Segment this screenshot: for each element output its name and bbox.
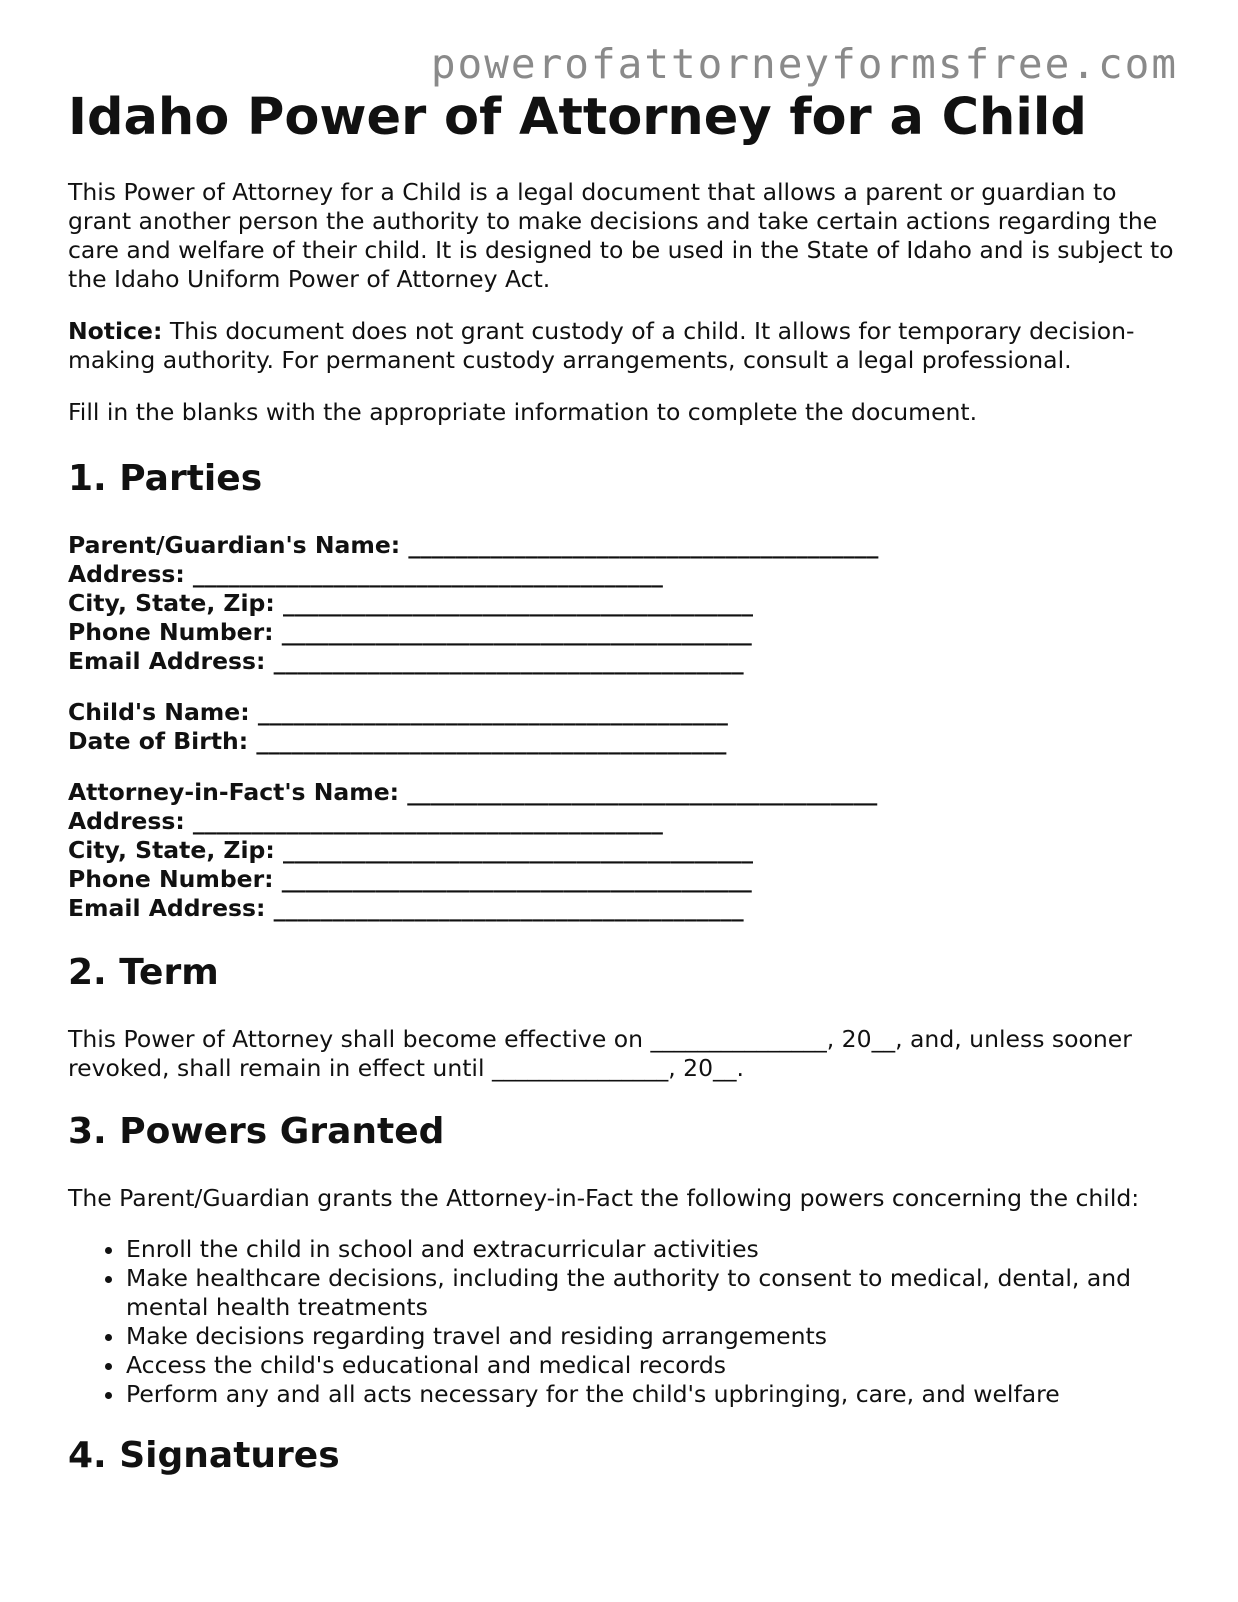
intro-paragraph: This Power of Attorney for a Child is a legal document that allows a parent or guardian to grant another person the authority to make decisions and take certain actions regarding the care and welfare of their child. It is designed to be used in the State of Idaho and is subject to the Idaho Uniform Power of Attorney Act.: [68, 178, 1174, 293]
list-item: • Enroll the child in school and extracurricular activities: [126, 1235, 1178, 1264]
field-label: Email Address:: [68, 894, 266, 922]
document-title: Idaho Power of Attorney for a Child: [68, 88, 1087, 147]
field-parent-email: [68, 647, 1178, 676]
field-attorney-phone: [68, 865, 1178, 894]
field-child-name: [68, 698, 1178, 727]
field-parent-phone: [68, 618, 1178, 647]
document-page: [68, 86, 1178, 1479]
blank-line[interactable]: ________________________________________: [273, 647, 744, 675]
child-fields: [68, 698, 1178, 756]
notice-text: This document does not grant custody of a child. It allows for temporary decision-making authority. For permanent custody arrangements, consult a legal professional.: [68, 317, 1135, 374]
notice-paragraph: [68, 317, 1178, 375]
field-label: Phone Number:: [68, 618, 274, 646]
field-label: Parent/Guardian's Name:: [68, 531, 401, 559]
blank-line[interactable]: ________________________________________: [281, 618, 752, 646]
field-attorney-name: [68, 778, 1178, 807]
blank-line[interactable]: ________________________________________: [192, 807, 663, 835]
blank-line[interactable]: ________________________________________: [281, 865, 752, 893]
blank-line[interactable]: ________________________________________: [407, 778, 878, 806]
blank-line[interactable]: ________________________________________: [257, 698, 728, 726]
field-attorney-address: [68, 807, 1178, 836]
parent-fields: [68, 531, 1178, 676]
powers-list: [68, 1235, 1178, 1409]
field-child-dob: [68, 727, 1178, 756]
field-parent-address: [68, 560, 1178, 589]
section-heading-parties: 1. Parties: [68, 458, 263, 499]
list-item: • Perform any and all acts necessary for the child's upbringing, care, and welfare: [126, 1380, 1178, 1409]
blank-line[interactable]: ________________________________________: [273, 894, 744, 922]
field-label: City, State, Zip:: [68, 589, 275, 617]
field-label: Address:: [68, 807, 185, 835]
field-attorney-city: [68, 836, 1178, 865]
attorney-fields: [68, 778, 1178, 923]
watermark: powerofattorneyformsfree.com: [430, 40, 1178, 88]
list-item: • Access the child's educational and medical records: [126, 1351, 1178, 1380]
blank-line[interactable]: ________________________________________: [282, 589, 753, 617]
blank-line[interactable]: ________________________________________: [282, 836, 753, 864]
blank-line[interactable]: ________________________________________: [192, 560, 663, 588]
field-parent-name: [68, 531, 1178, 560]
term-paragraph: This Power of Attorney shall become effective on _______________, 20__, and, unless sooner revoked, shall remain in effect until _______________, 20__.: [68, 1025, 1132, 1082]
notice-label: Notice:: [68, 317, 163, 345]
section-heading-powers: 3. Powers Granted: [68, 1111, 445, 1152]
list-item: • Make healthcare decisions, including the authority to consent to medical, dental, and mental health treatments: [126, 1264, 1178, 1322]
field-parent-city: [68, 589, 1178, 618]
blank-line[interactable]: ________________________________________: [408, 531, 879, 559]
field-label: Child's Name:: [68, 698, 250, 726]
blank-line[interactable]: ________________________________________: [256, 727, 727, 755]
fill-instruction: Fill in the blanks with the appropriate information to complete the document.: [68, 398, 978, 426]
field-attorney-email: [68, 894, 1178, 923]
field-label: Phone Number:: [68, 865, 274, 893]
list-item: • Make decisions regarding travel and residing arrangements: [126, 1322, 1178, 1351]
field-label: Attorney-in-Fact's Name:: [68, 778, 400, 806]
field-label: Date of Birth:: [68, 727, 249, 755]
section-heading-term: 2. Term: [68, 952, 219, 993]
powers-intro: The Parent/Guardian grants the Attorney-in-Fact the following powers concerning the child:: [68, 1184, 1140, 1212]
field-label: Email Address:: [68, 647, 266, 675]
section-heading-signatures: 4. Signatures: [68, 1435, 340, 1476]
field-label: City, State, Zip:: [68, 836, 275, 864]
field-label: Address:: [68, 560, 185, 588]
